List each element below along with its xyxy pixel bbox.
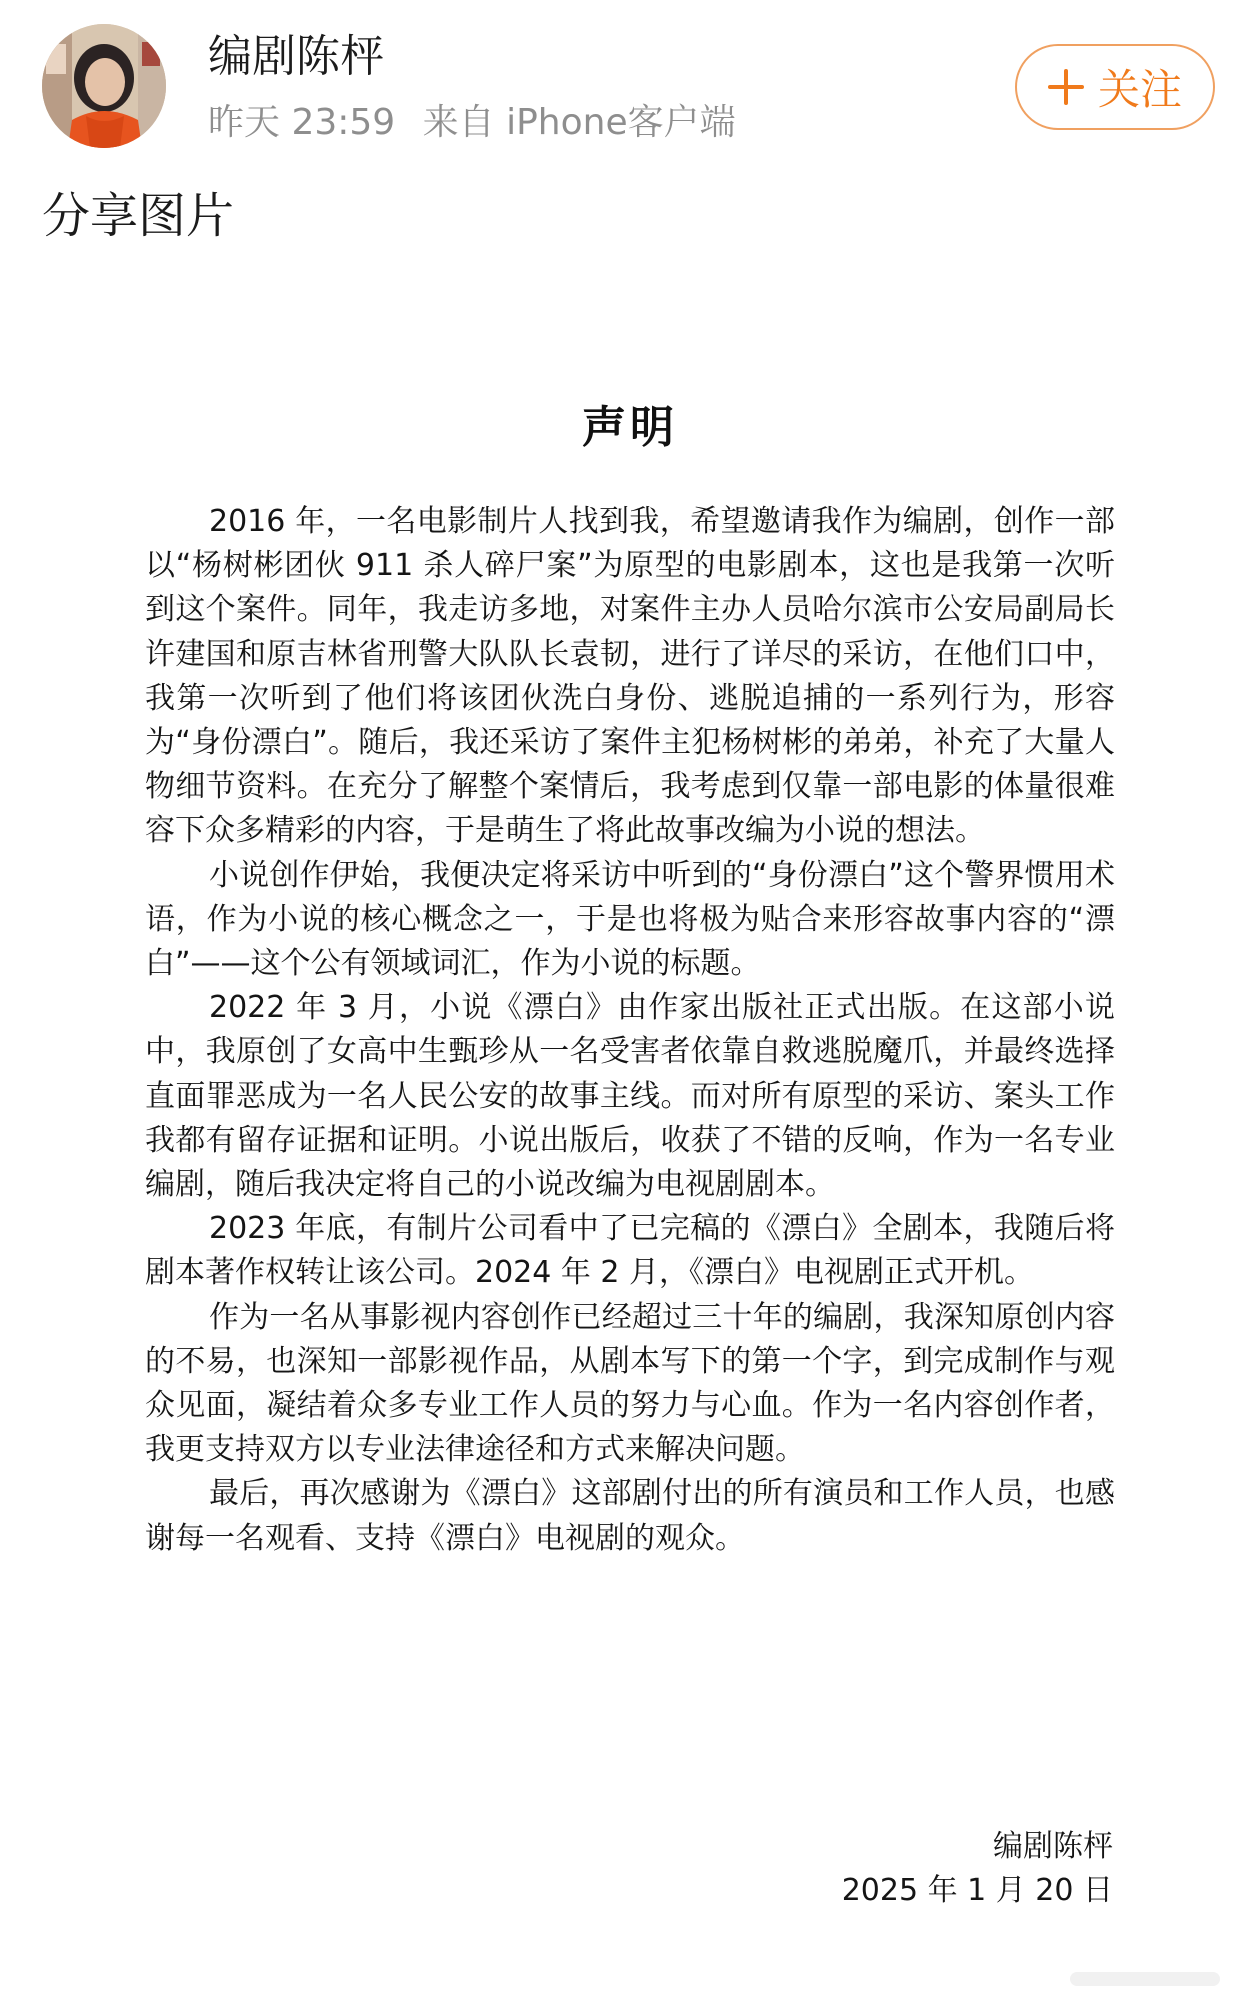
post-header xyxy=(0,0,1260,160)
watermark xyxy=(1070,1972,1220,1986)
post-text: 分享图片 xyxy=(42,188,235,244)
post-meta xyxy=(208,100,736,146)
post-source: 来自 iPhone客户端 xyxy=(422,102,736,143)
author-name[interactable]: 编剧陈枰 xyxy=(208,31,384,82)
statement-paragraph: 2023 年底，有制片公司看中了已完稿的《漂白》全剧本，我随后将剧本著作权转让该公司。2024 年 2 月，《漂白》电视剧正式开机。 xyxy=(145,1211,1115,1291)
post-time: 昨天 23:59 xyxy=(208,102,396,143)
statement-paragraph: 最后，再次感谢为《漂白》这部剧付出的所有演员和工作人员，也感谢每一名观看、支持《漂白》电视剧的观众。 xyxy=(145,1476,1115,1556)
signature xyxy=(842,1825,1113,1913)
statement-title: 声明 xyxy=(582,402,678,453)
statement-paragraph: 作为一名从事影视内容创作已经超过三十年的编剧，我深知原创内容的不易，也深知一部影视作品，从剧本写下的第一个字，到完成制作与观众见面，凝结着众多专业工作人员的努力与心血。作为一名内容创作者，我更支持双方以专业法律途径和方式来解决问题。 xyxy=(145,1299,1115,1468)
avatar[interactable] xyxy=(42,24,166,148)
plus-icon xyxy=(1048,69,1084,105)
statement-body xyxy=(145,500,1115,1561)
follow-button[interactable] xyxy=(1015,44,1215,130)
statement-paragraph: 2022 年 3 月，小说《漂白》由作家出版社正式出版。在这部小说中，我原创了女高中生甄珍从一名受害者依靠自救逃脱魔爪，并最终选择直面罪恶成为一名人民公安的故事主线。而对所有原型的采访、案头工作我都有留存证据和证明。小说出版后，收获了不错的反响，作为一名专业编剧，随后我决定将自己的小说改编为电视剧剧本。 xyxy=(145,990,1115,1203)
statement-paragraph: 小说创作伊始，我便决定将采访中听到的“身份漂白”这个警界惯用术语，作为小说的核心概念之一，于是也将极为贴合来形容故事内容的“漂白”——这个公有领域词汇，作为小说的标题。 xyxy=(145,857,1115,982)
statement-image[interactable] xyxy=(0,300,1260,1990)
signature-date: 2025 年 1 月 20 日 xyxy=(841,1873,1113,1908)
statement-paragraph: 2016 年，一名电影制片人找到我，希望邀请我作为编剧，创作一部以“杨树彬团伙 911 杀人碎尸案”为原型的电影剧本，这也是我第一次听到这个案件。同年，我走访多地，对案件主办人员哈尔滨市公安局副局长许建国和原吉林省刑警大队队长袁韧，进行了详尽的采访，在他们口中，我第一次听到了他们将该团伙洗白身份、逃脱追捕的一系列行为，形容为“身份漂白”。随后，我还采访了案件主犯杨树彬的弟弟，补充了大量人物细节资料。在充分了解整个案情后，我考虑到仅靠一部电影的体量很难容下众多精彩的内容，于是萌生了将此故事改编为小说的想法。 xyxy=(145,504,1115,849)
signature-name: 编剧陈枰 xyxy=(993,1829,1113,1864)
follow-label: 关注 xyxy=(1097,65,1182,114)
